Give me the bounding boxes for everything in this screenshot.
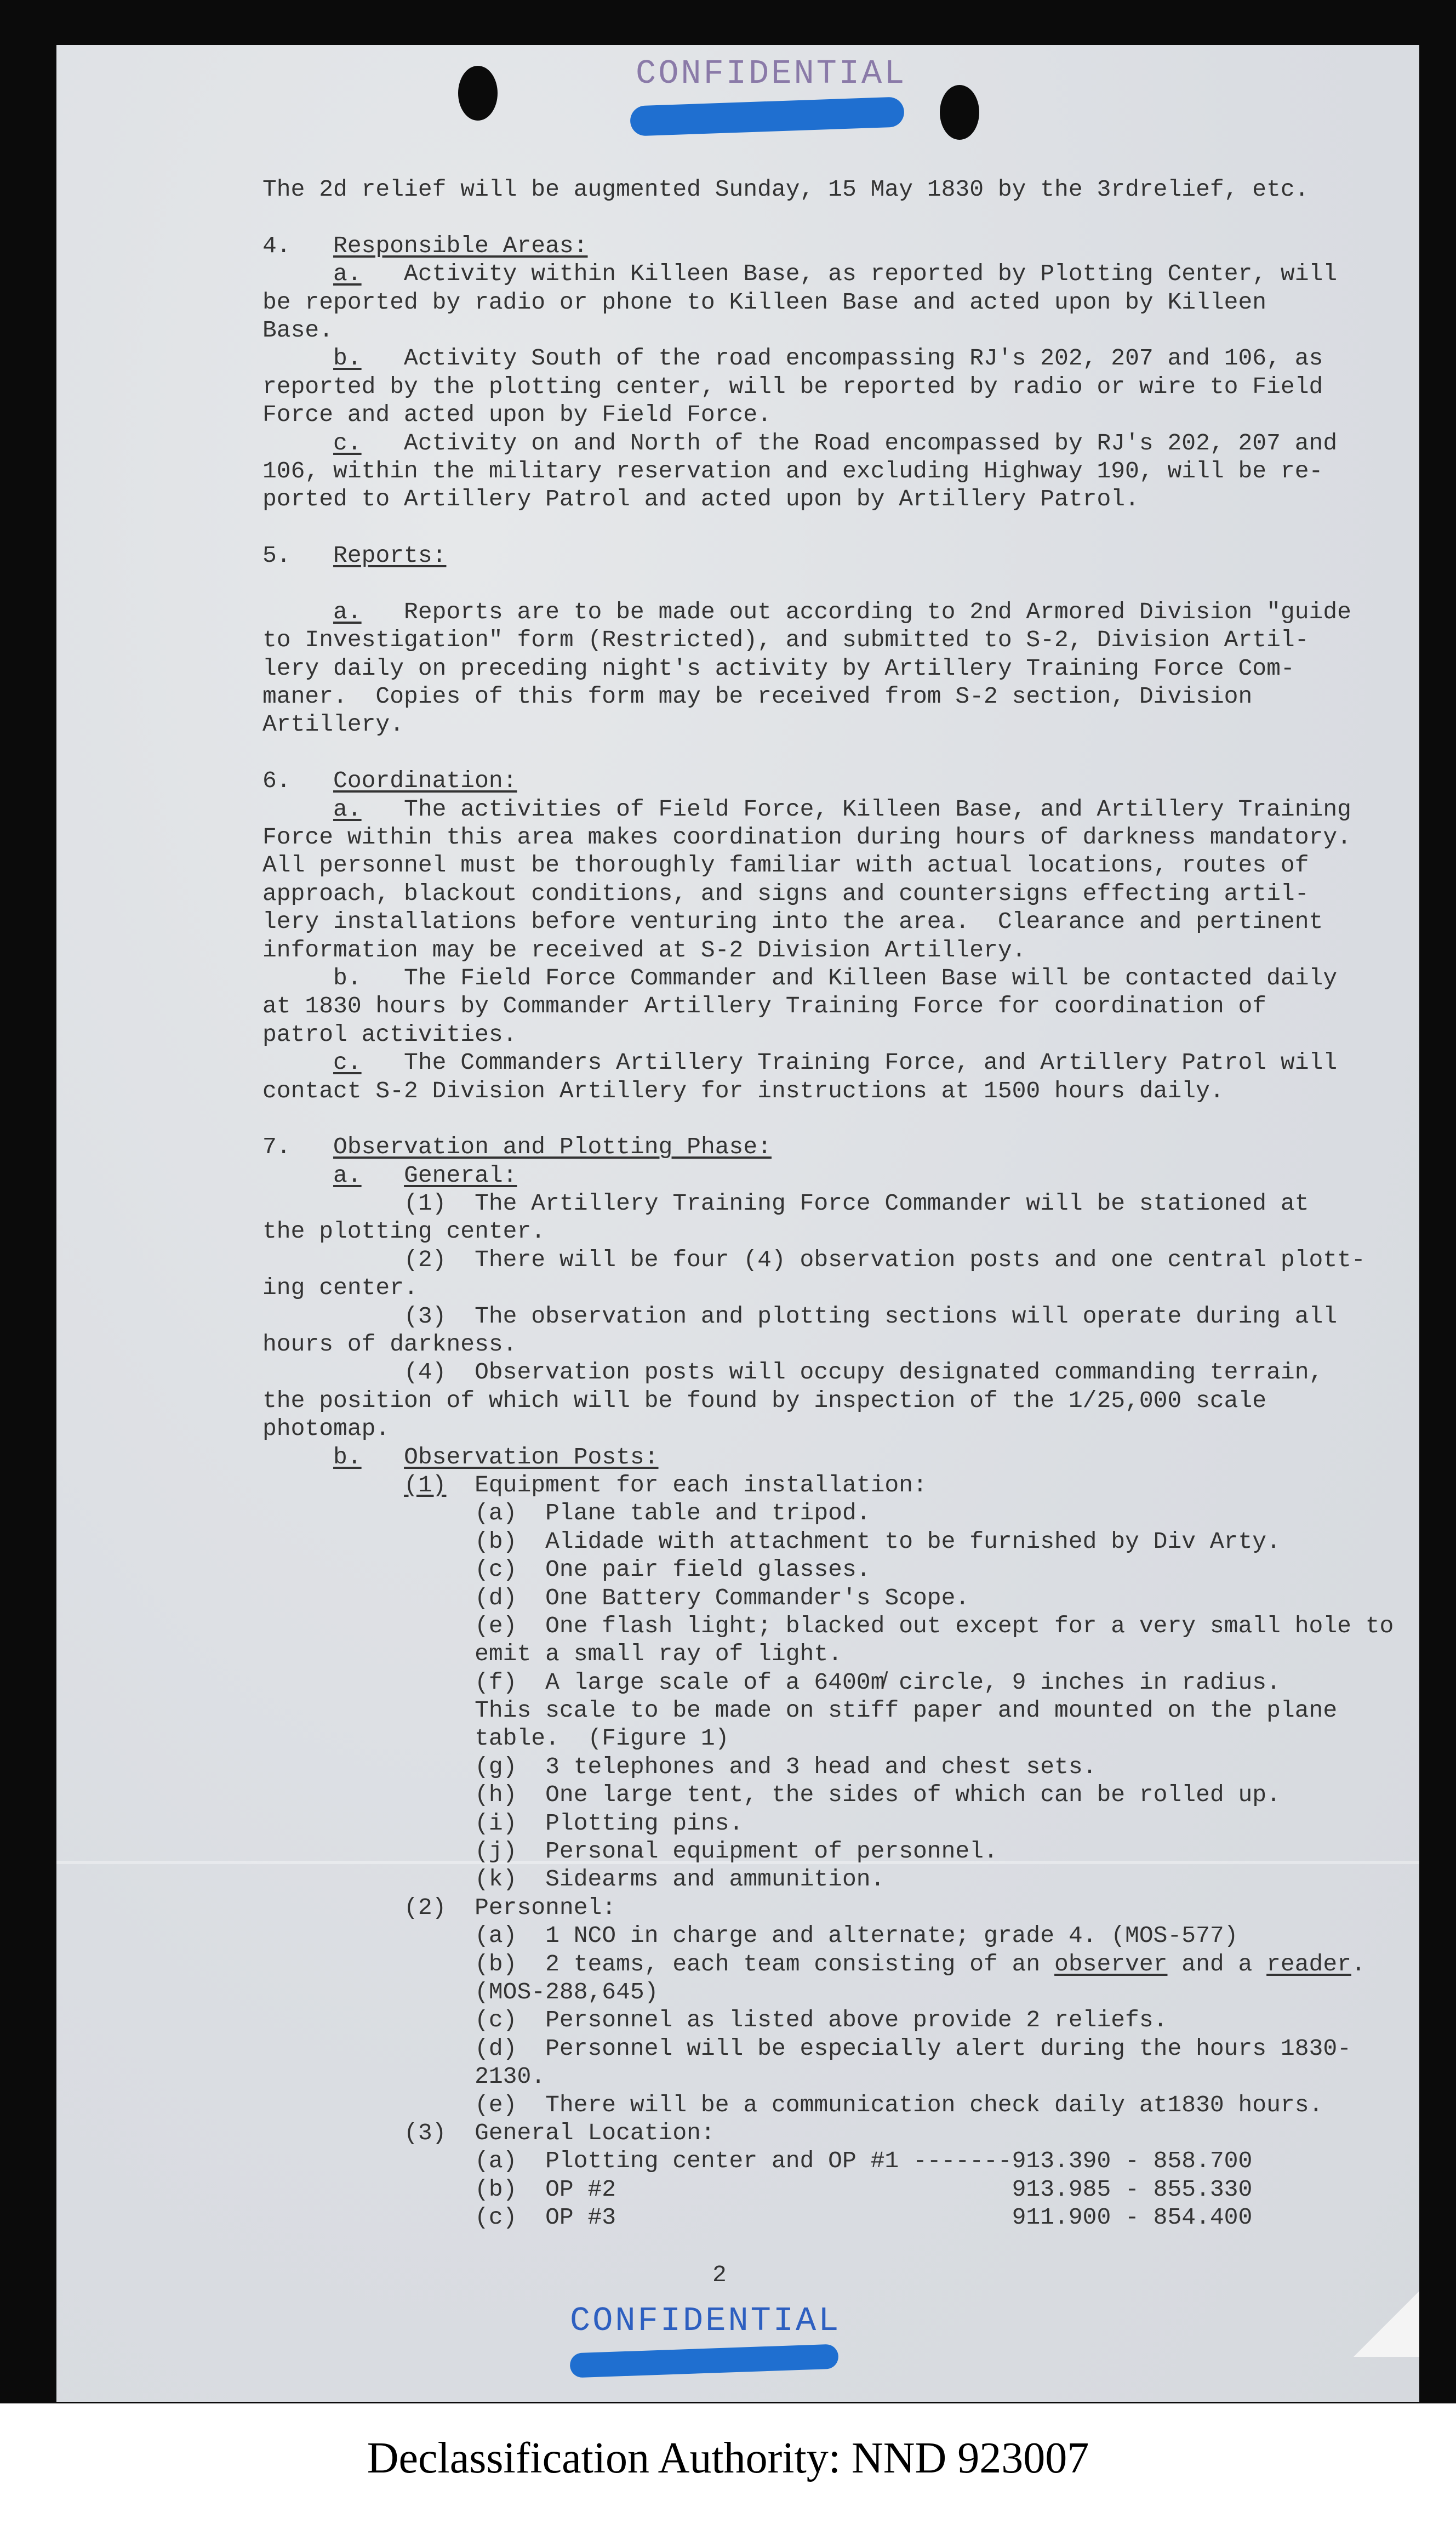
text-line: This scale to be made on stiff paper and mounted on the plane xyxy=(262,1697,1338,1724)
text-line: (d) Personnel will be especially alert during the hours 1830- xyxy=(262,2035,1351,2062)
text-line xyxy=(262,514,1394,542)
text-line: at 1830 hours by Commander Artillery Training Force for coordination of xyxy=(262,993,1267,1020)
text-line: (d) One Battery Commander's Scope. xyxy=(262,1584,970,1611)
text-line: (b) 2 teams, each team consisting of an observer and a reader. xyxy=(262,1950,1366,1978)
text-line: (1) The Artillery Training Force Commander will be stationed at xyxy=(262,1190,1309,1217)
text-line: (3) General Location: xyxy=(262,2119,715,2146)
declassification-footer: Declassification Authority: NND 923007 xyxy=(367,2434,1089,2482)
text-line: (3) The observation and plotting sections will operate during all xyxy=(262,1302,1338,1330)
page-number: 2 xyxy=(712,2261,727,2288)
text-line: contact S-2 Division Artillery for instructions at 1500 hours daily. xyxy=(262,1077,1224,1104)
text-line: patrol activities. xyxy=(262,1021,517,1048)
underlined-text: Reports: xyxy=(333,542,447,569)
text-line xyxy=(262,203,1394,231)
text-line: 4. Responsible Areas: xyxy=(262,232,588,259)
text-line: (2) Personnel: xyxy=(262,1894,616,1921)
text-line: (a) Plane table and tripod. xyxy=(262,1500,871,1527)
text-line: ported to Artillery Patrol and acted upon by Artillery Patrol. xyxy=(262,486,1139,513)
text-line: lery daily on preceding night's activity by Artillery Training Force Com- xyxy=(262,654,1295,682)
text-line: hours of darkness. xyxy=(262,1331,517,1358)
text-line: Base. xyxy=(262,316,334,344)
text-line: (e) There will be a communication check daily at1830 hours. xyxy=(262,2091,1323,2118)
text-line: (2) There will be four (4) observation posts and one central plott- xyxy=(262,1246,1366,1273)
confidential-stamp-top: CONFIDENTIAL xyxy=(636,54,907,93)
text-line: information may be received at S-2 Division Artillery. xyxy=(262,936,1026,964)
text-line: (a) 1 NCO in charge and alternate; grade 4. (MOS-577) xyxy=(262,1922,1238,1950)
text-line: (b) OP #2 913.985 - 855.330 xyxy=(262,2175,1253,2203)
text-line: Artillery. xyxy=(262,711,404,738)
text-line: maner. Copies of this form may be received from S-2 section, Division xyxy=(262,683,1253,710)
text-line: Force within this area makes coordination during hours of darkness mandatory. xyxy=(262,823,1351,851)
confidential-stamp-bottom: CONFIDENTIAL xyxy=(570,2301,841,2340)
text-line: The 2d relief will be augmented Sunday, 15 May 1830 by the 3rdrelief, etc. xyxy=(262,176,1309,203)
text-line: (j) Personal equipment of personnel. xyxy=(262,1838,998,1865)
text-line: table. (Figure 1) xyxy=(262,1725,729,1752)
text-line: c. The Commanders Artillery Training Force, and Artillery Patrol will xyxy=(333,1049,1338,1076)
text-line: (a) Plotting center and OP #1 -------913.390 - 858.700 xyxy=(262,2147,1253,2175)
underlined-text: c. xyxy=(333,1049,362,1076)
text-line: reported by the plotting center, will be reported by radio or wire to Field xyxy=(262,373,1323,400)
underlined-text: (1) xyxy=(404,1471,447,1499)
text-line: to Investigation" form (Restricted), and submitted to S-2, Division Artil- xyxy=(262,626,1309,654)
underlined-text: observer xyxy=(1054,1950,1168,1978)
underlined-text: c. xyxy=(333,429,362,457)
text-line: photomap. xyxy=(262,1415,390,1443)
text-line: a. The activities of Field Force, Killeen Base, and Artillery Training xyxy=(333,795,1351,823)
text-line: a. Reports are to be made out according to 2nd Armored Division "guide xyxy=(333,598,1351,625)
text-line: b. Activity South of the road encompassing RJ's 202, 207 and 106, as xyxy=(333,345,1323,372)
text-line: Force and acted upon by Field Force. xyxy=(262,401,772,429)
folded-corner xyxy=(1354,2291,1419,2357)
text-line: (k) Sidearms and ammunition. xyxy=(262,1866,885,1893)
underlined-text: b. xyxy=(333,345,362,372)
text-line: c. Activity on and North of the Road encompassed by RJ's 202, 207 and xyxy=(333,429,1338,457)
punch-hole xyxy=(940,85,979,140)
underlined-text: a. xyxy=(333,598,362,625)
text-line: 5. Reports: xyxy=(262,542,447,569)
underlined-text: reader xyxy=(1266,1950,1351,1978)
text-line: ing center. xyxy=(262,1274,418,1302)
text-line xyxy=(262,1105,1394,1133)
text-line: (c) One pair field glasses. xyxy=(262,1556,871,1583)
underlined-text: Coordination: xyxy=(333,767,517,795)
text-line: (f) A large scale of a 6400m̸ circle, 9 inches in radius. xyxy=(262,1668,1281,1696)
underlined-text: a. xyxy=(333,1161,362,1189)
text-line xyxy=(262,739,1394,767)
underlined-text: General: xyxy=(404,1161,517,1189)
text-line: 6. Coordination: xyxy=(262,767,517,795)
underlined-text: b. xyxy=(333,1443,362,1471)
underlined-text: Observation Posts: xyxy=(404,1443,659,1471)
text-line xyxy=(262,569,1394,597)
text-line: (c) Personnel as listed above provide 2 reliefs. xyxy=(262,2007,1168,2034)
underlined-text: a. xyxy=(333,795,362,823)
text-line: (h) One large tent, the sides of which can be rolled up. xyxy=(262,1781,1281,1809)
text-line: (MOS-288,645) xyxy=(262,1979,659,2005)
underlined-text: a. xyxy=(333,260,362,288)
text-line: b. The Field Force Commander and Killeen Base will be contacted daily xyxy=(262,964,1338,992)
text-line: 7. Observation and Plotting Phase: xyxy=(262,1133,772,1161)
underlined-text: Observation and Plotting Phase: xyxy=(333,1133,772,1161)
text-line: the plotting center. xyxy=(262,1218,546,1245)
text-line: a. Activity within Killeen Base, as reported by Plotting Center, will xyxy=(333,260,1338,288)
text-line: approach, blackout conditions, and signs and countersigns effecting artil- xyxy=(262,880,1309,907)
text-line: (4) Observation posts will occupy designated commanding terrain, xyxy=(262,1359,1323,1386)
text-line: (e) One flash light; blacked out except for a very small hole to xyxy=(262,1612,1394,1639)
text-line: (g) 3 telephones and 3 head and chest sets. xyxy=(262,1753,1097,1780)
text-line: All personnel must be thoroughly familiar with actual locations, routes of xyxy=(262,852,1309,879)
document-body xyxy=(262,175,1394,2232)
text-line: be reported by radio or phone to Killeen Base and acted upon by Killeen xyxy=(262,288,1267,316)
text-line: (1) Equipment for each installation: xyxy=(404,1471,927,1499)
text-line xyxy=(262,1443,1394,1471)
text-line: emit a small ray of light. xyxy=(262,1640,842,1668)
underlined-text: Responsible Areas: xyxy=(333,232,588,259)
text-line: (i) Plotting pins. xyxy=(262,1809,744,1837)
text-line: lery installations before venturing into the area. Clearance and pertinent xyxy=(262,908,1323,936)
text-line xyxy=(262,1161,1394,1189)
text-line: 2130. xyxy=(262,2063,546,2090)
text-line: (b) Alidade with attachment to be furnished by Div Arty. xyxy=(262,1528,1281,1555)
text-line: (c) OP #3 911.900 - 854.400 xyxy=(262,2204,1253,2231)
text-line: the position of which will be found by inspection of the 1/25,000 scale xyxy=(262,1387,1267,1414)
punch-hole xyxy=(458,66,498,121)
text-line: 106, within the military reservation and excluding Highway 190, will be re- xyxy=(262,457,1323,485)
